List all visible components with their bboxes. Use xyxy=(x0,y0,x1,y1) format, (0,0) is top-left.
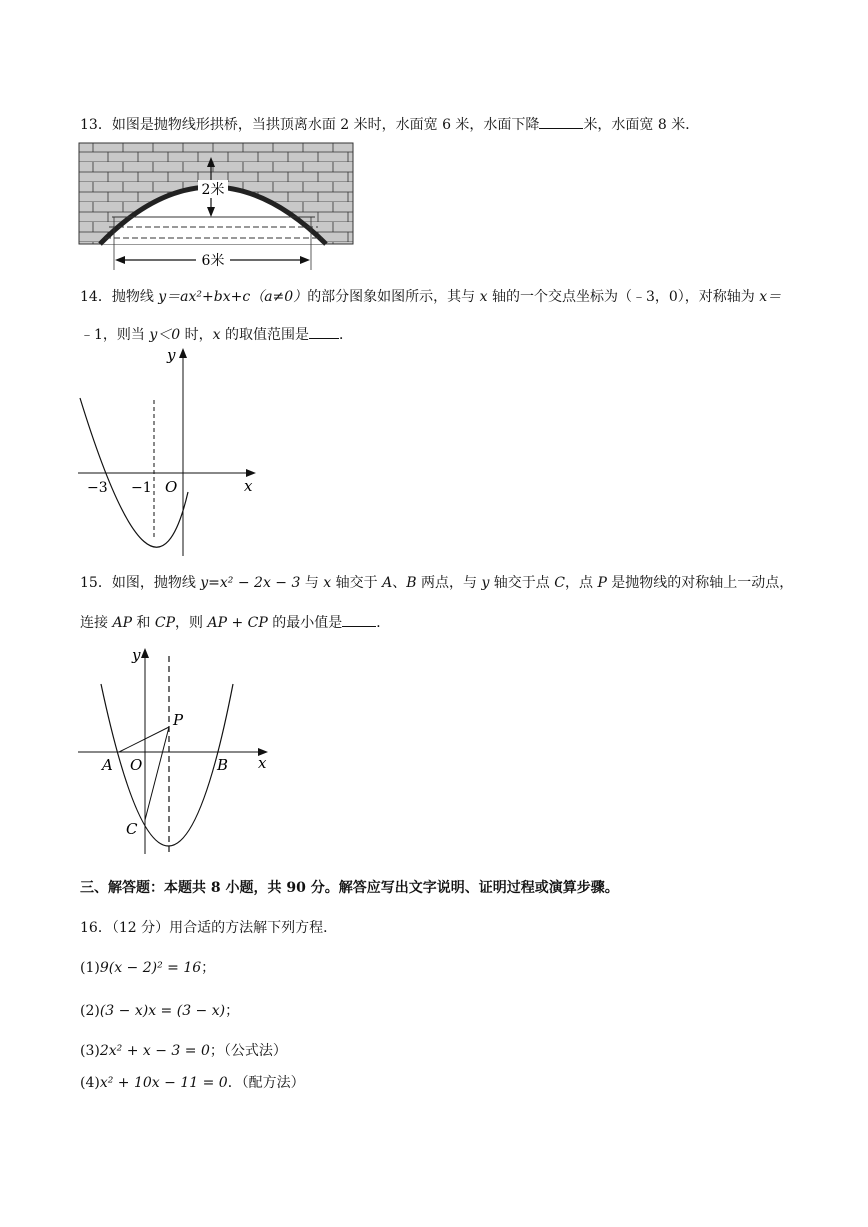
q16-equation: 9(x − 2)² = 16 xyxy=(99,960,202,976)
q14-tick-neg3: −3 xyxy=(87,480,108,496)
section-3-heading: 三、解答题：本题共 8 小题，共 90 分。解答应写出文字说明、证明过程或演算步骤。 xyxy=(80,880,619,896)
q15-text: 与 xyxy=(300,575,324,591)
q16-part-label: (1) xyxy=(80,960,100,976)
q15-text: ，则 xyxy=(175,615,208,631)
q14-parabola-figure xyxy=(74,342,274,566)
q15-var: AP xyxy=(112,615,132,631)
q15-text: 15．如图，抛物线 xyxy=(80,575,201,591)
q15-point-b-label: B xyxy=(217,756,229,774)
q15-parabola-figure xyxy=(74,640,284,869)
q15-var: C xyxy=(554,575,565,591)
q14-equation: y＝ax²+bx+c（a≠0） xyxy=(158,289,308,305)
q15-text: 连接 xyxy=(80,615,113,631)
q14-text: 时， xyxy=(180,327,213,343)
q16-part-4 xyxy=(80,1073,305,1093)
q13-text-post: 米，水面宽 8 米． xyxy=(583,117,700,133)
q14-text: ﹣1，则当 xyxy=(80,327,150,343)
q15-var: y xyxy=(481,575,490,591)
q13-height-label: 2米 xyxy=(201,182,225,198)
q15-var: A xyxy=(382,575,393,591)
q15-answer-blank xyxy=(342,612,376,627)
q14-text: ． xyxy=(339,327,353,343)
q15-var: CP xyxy=(154,615,176,631)
q15-text: 两点，与 xyxy=(416,575,482,591)
q15-text: 是抛物线的对称轴上一动点， xyxy=(606,575,794,591)
q15-text: 和 xyxy=(131,615,155,631)
q16-text: ．（配方法） xyxy=(227,1075,305,1091)
q15-x-label: x xyxy=(258,754,267,772)
q14-var: x xyxy=(479,289,488,305)
q16-text: ；（公式法） xyxy=(209,1043,287,1059)
q15-var: P xyxy=(597,575,607,591)
q16-part-1 xyxy=(80,958,215,978)
q14-text: 14．抛物线 xyxy=(80,289,159,305)
q14-axis-y-label: y xyxy=(167,346,176,364)
q13-width-label: 6米 xyxy=(201,253,225,269)
q13-answer-blank xyxy=(539,114,583,129)
q16-part-label: (4) xyxy=(80,1075,100,1091)
q16-equation: x² + 10x − 11 = 0 xyxy=(99,1075,228,1091)
q14-text: 的取值范围是 xyxy=(220,327,309,343)
q16-stem: 16．（12 分）用合适的方法解下列方程． xyxy=(80,920,338,936)
q14-var: x xyxy=(212,327,221,343)
q13-bridge-figure xyxy=(78,142,358,276)
q15-text: 的最小值是 xyxy=(267,615,343,631)
q14-text: 轴的一个交点坐标为（﹣3，0），对称轴为 xyxy=(487,289,760,305)
q15-origin-label: O xyxy=(130,756,143,774)
q15-var: B xyxy=(406,575,417,591)
q16-equation: (3 − x)x = (3 − x) xyxy=(99,1003,226,1019)
q15-y-label: y xyxy=(132,646,141,664)
q15-text: 、 xyxy=(392,575,407,591)
q16-part-label: (2) xyxy=(80,1003,100,1019)
q14-axis-x-label: x xyxy=(244,477,253,495)
q15-text: ，点 xyxy=(564,575,598,591)
q16-part-label: (3) xyxy=(80,1043,100,1059)
q15-point-p-label: P xyxy=(173,711,184,729)
q16-part-3 xyxy=(80,1041,287,1061)
q15-text: 轴交于点 xyxy=(489,575,555,591)
q15-point-c-label: C xyxy=(126,820,138,838)
q15-text: ． xyxy=(376,615,391,631)
q13-text xyxy=(80,114,699,135)
q14-origin-label: O xyxy=(165,478,178,496)
q15-var: x xyxy=(323,575,332,591)
q16-text: ； xyxy=(225,1003,240,1019)
q15-equation: y=x² − 2x − 3 xyxy=(200,575,301,591)
q15-text: 轴交于 xyxy=(331,575,383,591)
q15-expression: AP + CP xyxy=(207,615,268,631)
q13-text-pre: 13．如图是抛物线形拱桥，当拱顶离水面 2 米时，水面宽 6 米，水面下降 xyxy=(80,117,540,133)
q15-text-line1 xyxy=(80,573,793,593)
q14-tick-neg1: −1 xyxy=(131,480,152,496)
q15-text-line2 xyxy=(80,612,390,633)
q16-part-2 xyxy=(80,1001,239,1021)
q15-point-a-label: A xyxy=(102,756,113,774)
q14-var: y＜0 xyxy=(149,327,181,343)
q16-equation: 2x² + x − 3 = 0 xyxy=(99,1043,210,1059)
q14-text: 的部分图象如图所示，其与 xyxy=(307,289,480,305)
q14-var: x＝ xyxy=(759,289,782,305)
q14-text-line1 xyxy=(80,287,781,307)
q14-answer-blank xyxy=(309,324,339,339)
q16-text: ； xyxy=(201,960,216,976)
